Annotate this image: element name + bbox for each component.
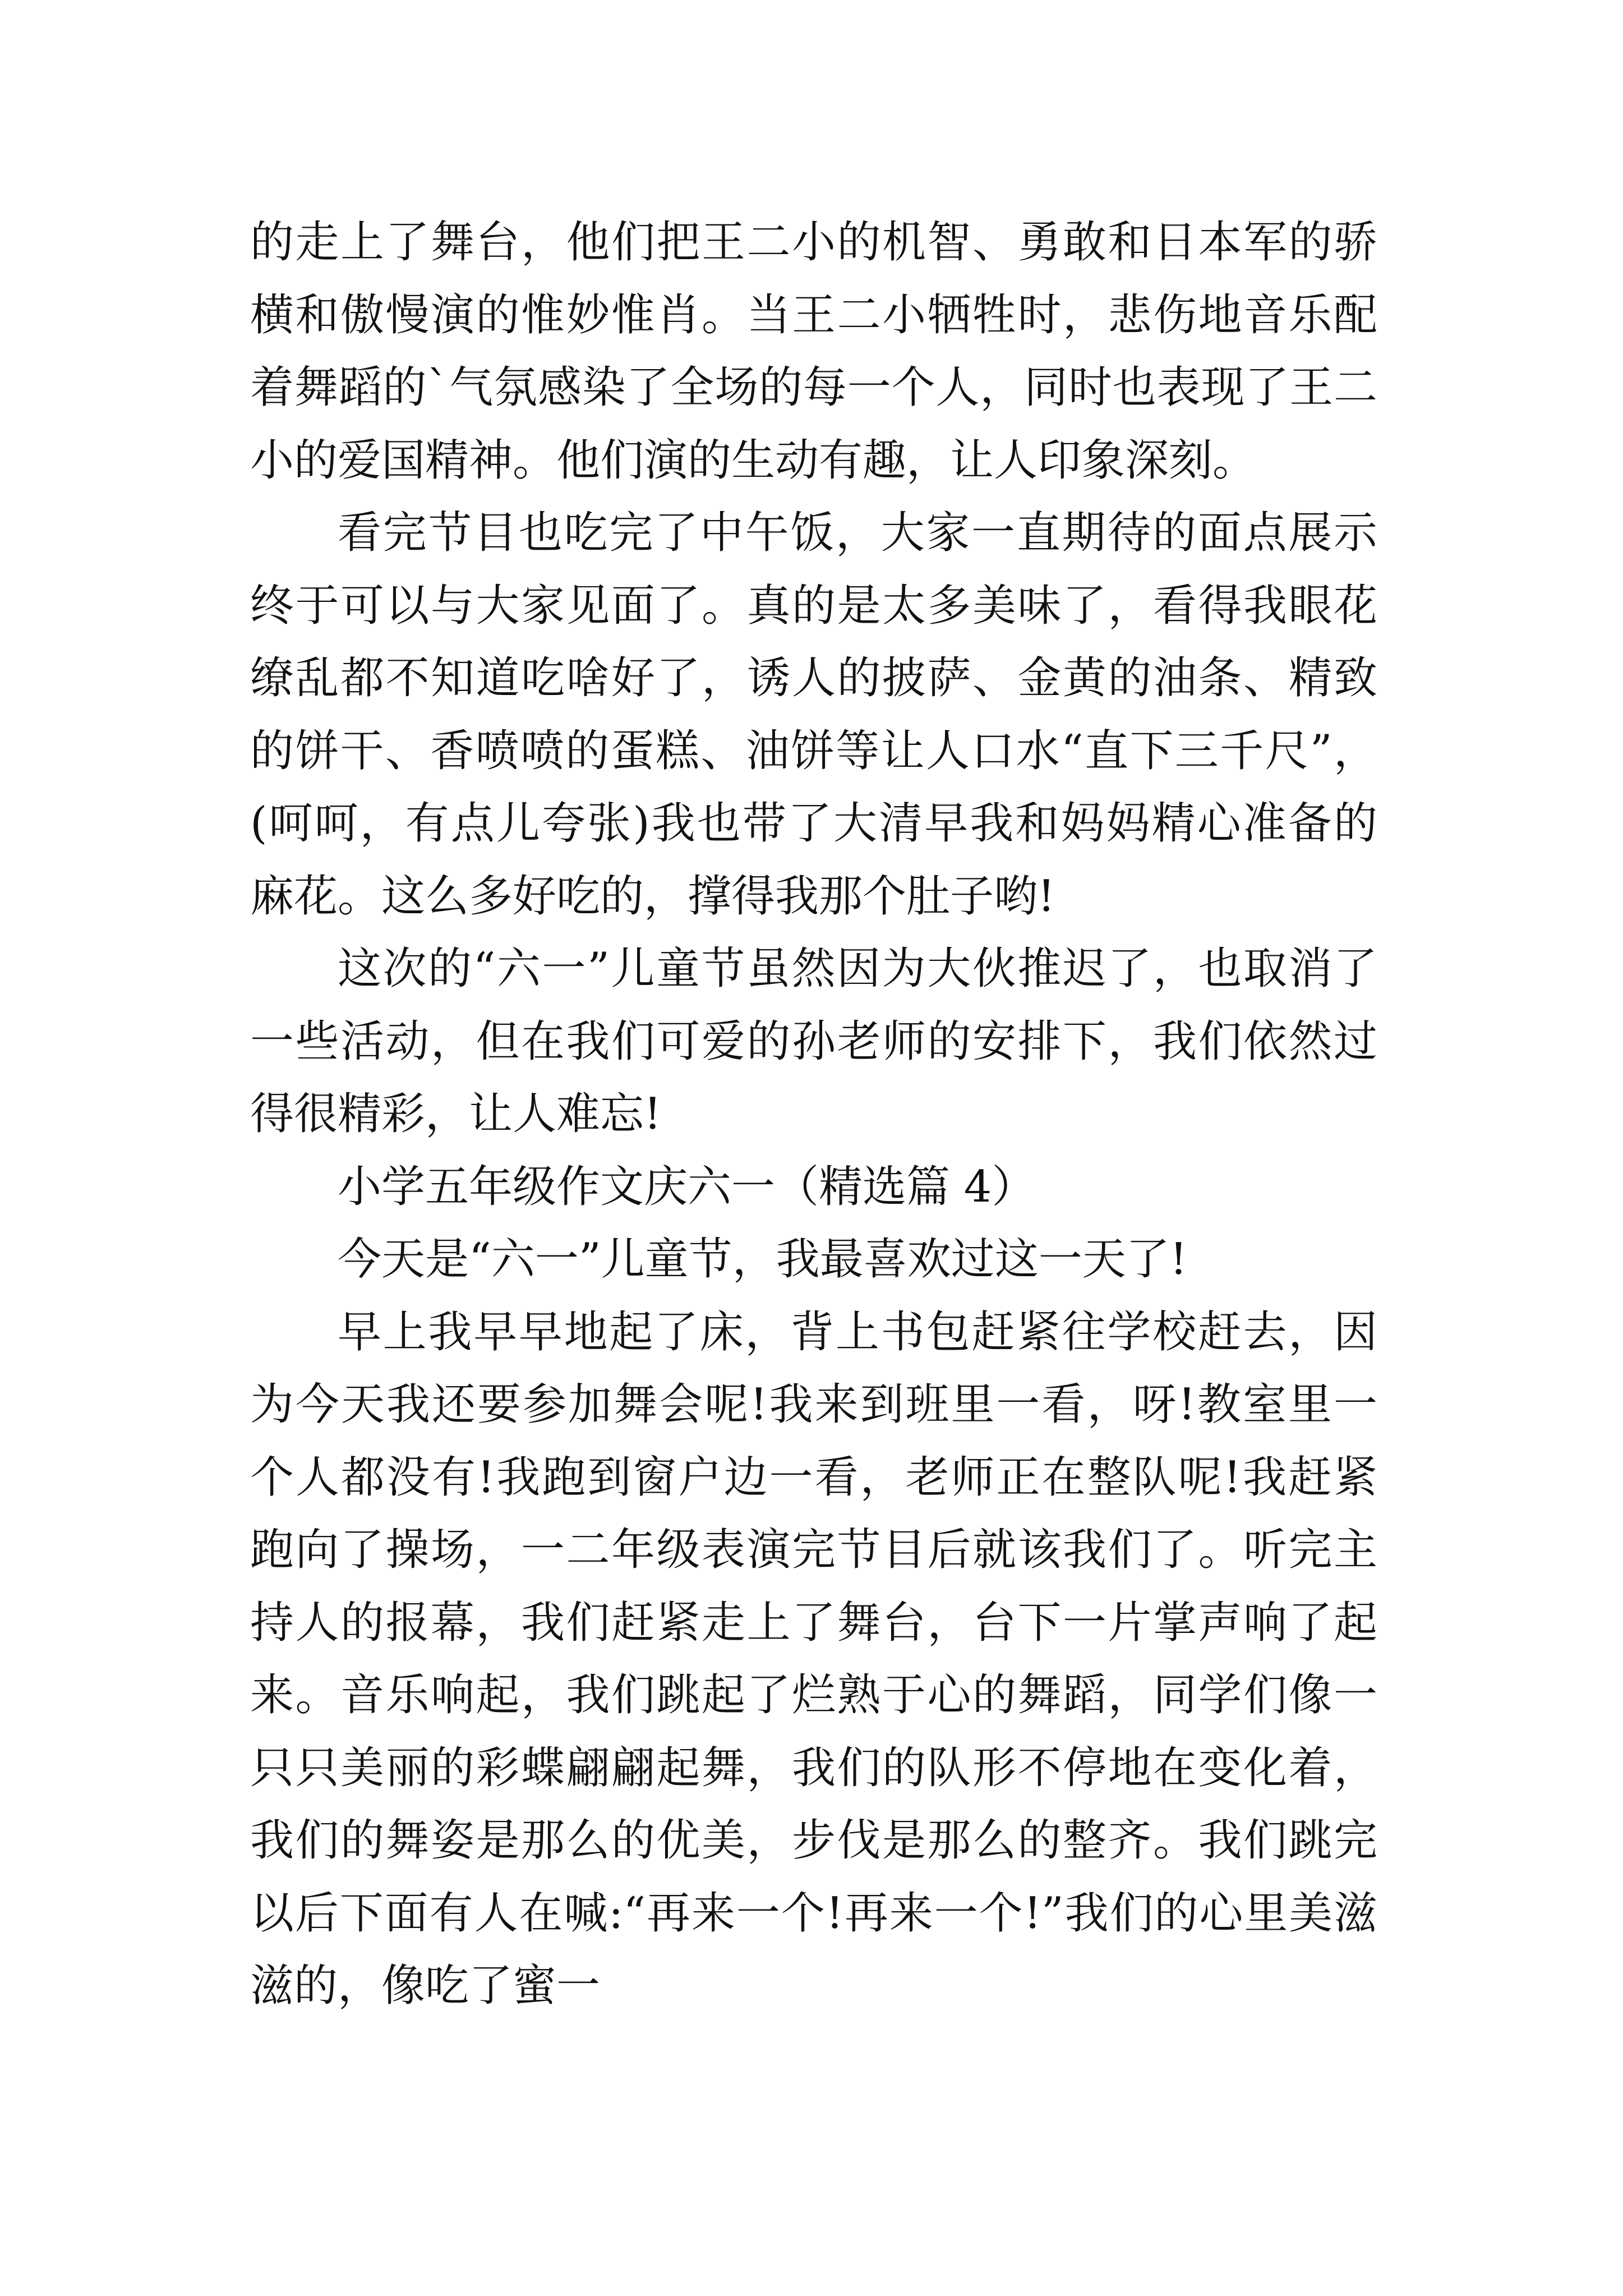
article-body [250, 206, 1377, 2023]
paragraph-conclusion: 这次的“六一”儿童节虽然因为大伙推迟了，也取消了一些活动，但在我们可爱的孙老师的安排下，我们依然过得很精彩，让人难忘! [250, 944, 1377, 1139]
paragraph-dance: 早上我早早地起了床，背上书包赶紧往学校赶去，因为今天我还要参加舞会呢!我来到班里一看，呀!教室里一个人都没有!我跑到窗户边一看，老师正在整队呢!我赶紧跑向了操场，一二年级表演完节目后就该我们了。听完主持人的报幕，我们赶紧走上了舞台，台下一片掌声响了起来。音乐响起，我们跳起了烂熟于心的舞蹈，同学们像一只只美丽的彩蝶翩翩起舞，我们的队形不停地在变化着，我们的舞姿是那么的优美，步伐是那么的整齐。我们跳完以后下面有人在喊:“再来一个!再来一个!”我们的心里美滋滋的，像吃了蜜一 [250, 1306, 1377, 2011]
paragraph-continuation: 的走上了舞台，他们把王二小的机智、勇敢和日本军的骄横和傲慢演的惟妙惟肖。当王二小牺牲时，悲伤地音乐配着舞蹈的`气氛感染了全场的每一个人，同时也表现了王二小的爱国精神。他们演的生动有趣，让人印象深刻。 [250, 217, 1377, 486]
paragraph-food-display: 看完节目也吃完了中午饭，大家一直期待的面点展示终于可以与大家见面了。真的是太多美味了，看得我眼花缭乱都不知道吃啥好了，诱人的披萨、金黄的油条、精致的饼干、香喷喷的蛋糕、油饼等让人口水“直下三千尺”，(呵呵，有点儿夸张)我也带了大清早我和妈妈精心准备的麻花。这么多好吃的，撑得我那个肚子哟! [250, 508, 1377, 922]
paragraph-intro: 今天是“六一”儿童节，我最喜欢过这一天了! [338, 1234, 1188, 1285]
section-heading: 小学五年级作文庆六一（精选篇 4） [338, 1161, 1036, 1212]
